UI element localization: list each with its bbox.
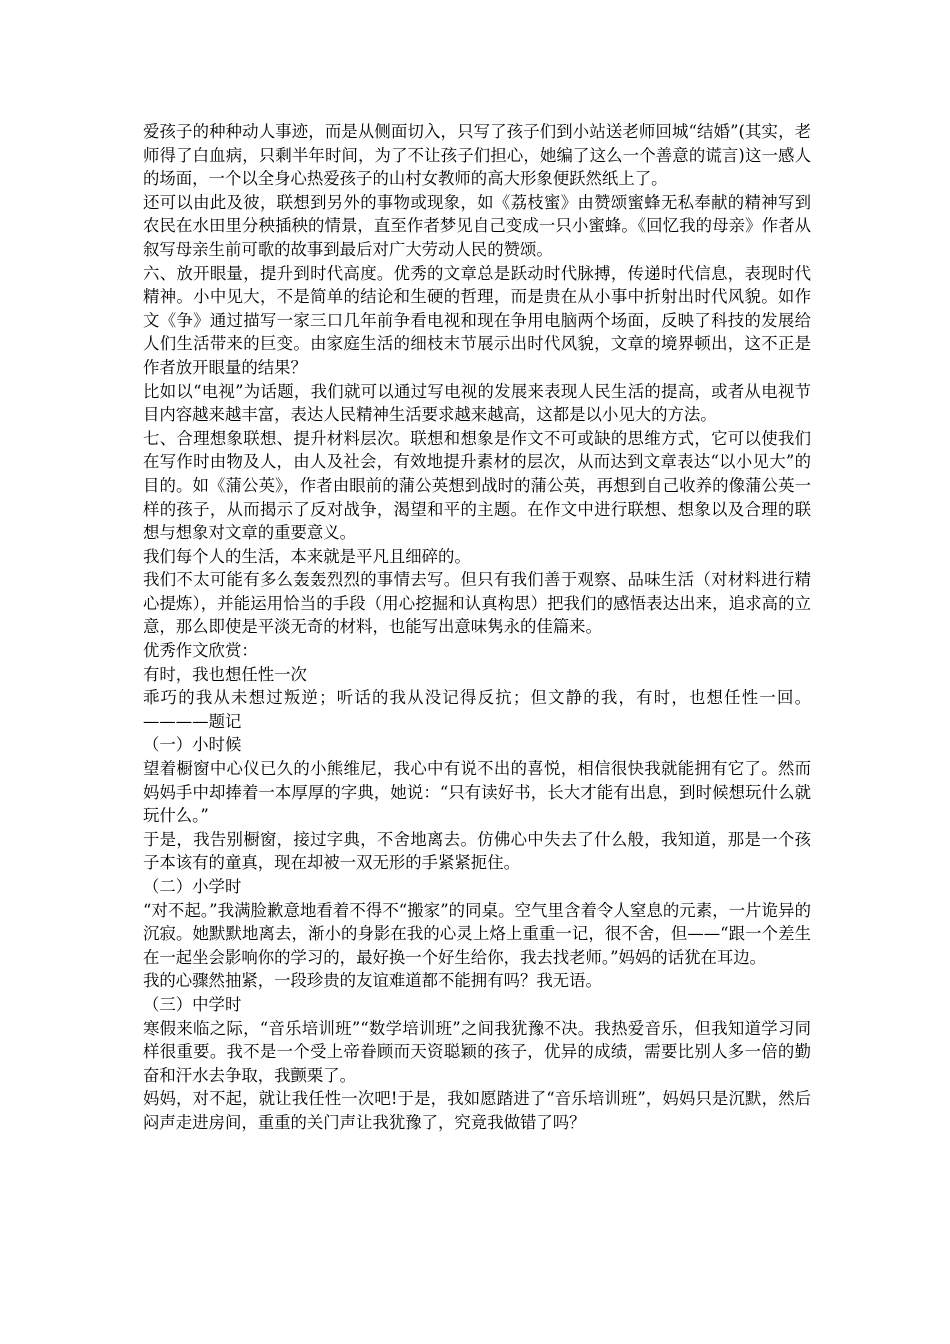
paragraph-section-six: 六、放开眼量，提升到时代高度。优秀的文章总是跃动时代脉搏，传递时代信息，表现时代精神。小中见大，不是简单的结论和生硬的哲理，而是贵在从小事中折射出时代风貌。如作文《争》通过描写一家三口几年前争看电视和现在争用电脑两个场面，反映了科技的发展给人们生活带来的巨变。由家庭生活的细枝末节展示出时代风貌，文章的境界顿出，这不正是作者放开眼量的结果？ <box>143 263 811 377</box>
section-heading-childhood: （一）小时候 <box>143 735 242 755</box>
paragraph-essay-heading: 优秀作文欣赏： <box>143 641 258 661</box>
paragraph-winter-class: 寒假来临之际，“音乐培训班”“数学培训班”之间我犹豫不决。我热爱音乐，但我知道学习同样很重要。我不是一个受上帝眷顾而天资聪颖的孩子，优异的成绩，需要比别人多一倍的勤奋和汗水去争取，我颤栗了。 <box>143 1018 811 1085</box>
essay-epigraph: 乖巧的我从未想过叛逆；听话的我从没记得反抗；但文静的我，有时，也想任性一回。————题记 <box>143 688 811 731</box>
paragraph-dictionary: 于是，我告别橱窗，接过字典，不舍地离去。仿佛心中失去了什么般，我知道，那是一个孩子本该有的童真，现在却被一双无形的手紧紧扼住。 <box>143 829 811 873</box>
paragraph-observe-life: 我们不太可能有多么轰轰烈烈的事情去写。但只有我们善于观察、品味生活（对材料进行精心提炼），并能运用恰当的手段（用心挖掘和认真构思）把我们的感悟表达出来，追求高的立意，那么即使是平淡无奇的材料，也能写出意味隽永的佳篇来。 <box>143 570 811 637</box>
document-body <box>143 120 811 1135</box>
paragraph-shop-window: 望着橱窗中心仪已久的小熊维尼，我心中有说不出的喜悦，相信很快我就能拥有它了。然而妈妈手中却捧着一本厚厚的字典，她说：“只有读好书，长大才能有出息，到时候想玩什么就玩什么。” <box>143 759 811 826</box>
section-heading-primary-school: （二）小学时 <box>143 877 242 896</box>
paragraph-music-class: 妈妈，对不起，就让我任性一次吧!于是，我如愿踏进了“音乐培训班”，妈妈只是沉默，然后闷声走进房间，重重的关门声让我犹豫了，究竟我做错了吗？ <box>143 1089 811 1132</box>
paragraph-tv-example: 比如以“电视”为话题，我们就可以通过写电视的发展来表现人民生活的提高，或者从电视节目内容越来越丰富，表达人民精神生活要求越来越高，这都是以小见大的方法。 <box>143 381 811 425</box>
essay-title: 有时，我也想任性一次 <box>143 664 307 684</box>
section-heading-middle-school: （三）中学时 <box>143 994 242 1014</box>
paragraph-association: 还可以由此及彼，联想到另外的事物或现象，如《荔枝蜜》由赞颂蜜蜂无私奉献的精神写到农民在水田里分秧插秧的情景，直至作者梦见自己变成一只小蜜蜂。《回忆我的母亲》作者从叙写母亲生前可歌的故事到最后对广大劳动人民的赞颂。 <box>143 192 811 259</box>
paragraph-teacher-story: 爱孩子的种种动人事迹，而是从侧面切入，只写了孩子们到小站送老师回城“结婚”(其实，老师得了白血病，只剩半年时间，为了不让孩子们担心，她编了这么一个善意的谎言)这一感人的场面，一个以全身心热爱孩子的山村女教师的高大形象便跃然纸上了。 <box>143 122 811 189</box>
paragraph-ordinary-life: 我们每个人的生活，本来就是平凡且细碎的。 <box>143 546 471 566</box>
paragraph-desk-mate: “对不起。”我满脸歉意地看着不得不“搬家”的同桌。空气里含着令人窒息的元素，一片诡异的沉寂。她默默地离去，渐小的身影在我的心灵上烙上重重一记，很不舍，但——“跟一个差生在一起坐会影响你的学习的，最好换一个好生给你，我去找老师。”妈妈的话犹在耳边。 <box>143 900 811 967</box>
paragraph-section-seven: 七、合理想象联想、提升材料层次。联想和想象是作文不可或缺的思维方式，它可以使我们在写作时由物及人，由人及社会，有效地提升素材的层次，从而达到文章表达“以小见大”的目的。如《蒲公英》，作者由眼前的蒲公英想到战时的蒲公英，再想到自己收养的像蒲公英一样的孩子，从而揭示了反对战争，渴望和平的主题。在作文中进行联想、想象以及合理的联想与想象对文章的重要意义。 <box>143 428 811 543</box>
paragraph-friendship: 我的心骤然抽紧，一段珍贵的友谊难道都不能拥有吗？我无语。 <box>143 971 602 991</box>
